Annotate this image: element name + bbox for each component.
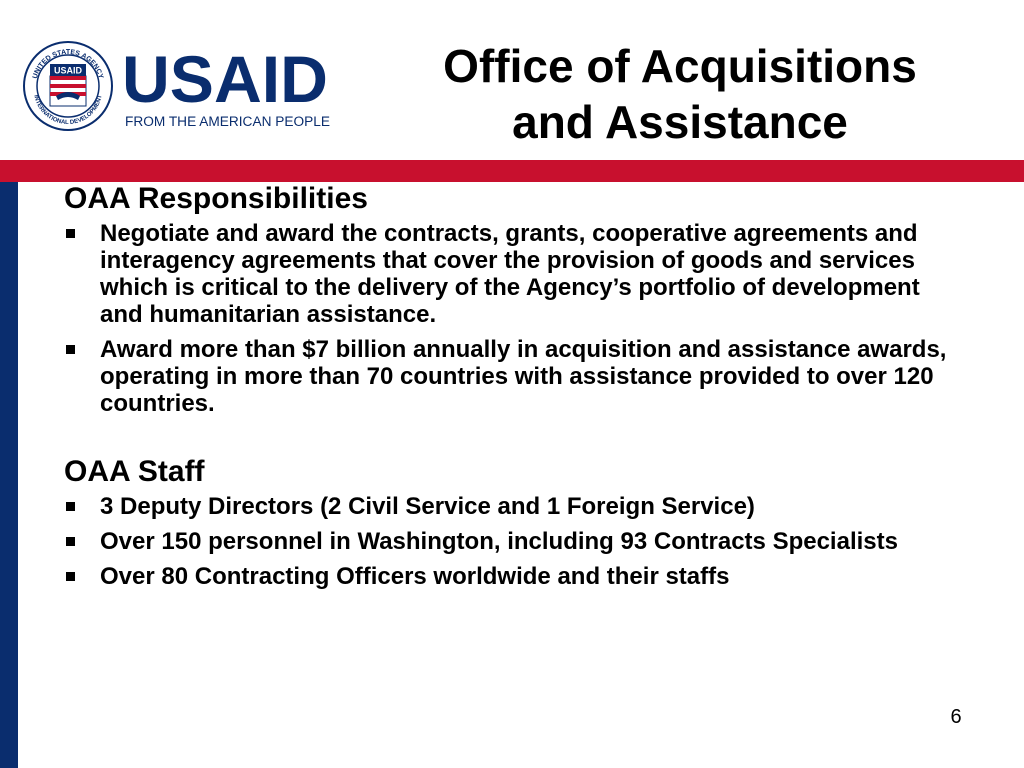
svg-text:USAID: USAID [122, 44, 328, 116]
slide-title [360, 38, 1000, 150]
svg-text:FROM THE AMERICAN PEOPLE: FROM THE AMERICAN PEOPLE [125, 114, 330, 129]
list-item [64, 493, 964, 520]
list-item [64, 563, 964, 590]
list-item-text: 3 Deputy Directors (2 Civil Service and 1 Foreign Service) [100, 493, 755, 520]
usaid-wordmark [122, 44, 352, 130]
page-number: 6 [950, 706, 962, 728]
bullet-square-icon [66, 502, 75, 511]
responsibilities-heading: OAA Responsibilities [64, 182, 368, 215]
title-line-2: and Assistance [512, 96, 848, 148]
svg-text:USAID: USAID [53, 65, 83, 76]
list-item [64, 220, 964, 328]
list-item [64, 336, 964, 417]
list-item [64, 528, 964, 555]
list-item-text: Over 150 personnel in Washington, including 93 Contracts Specialists [100, 528, 898, 555]
staff-heading: OAA Staff [64, 455, 205, 488]
svg-text:UNITED STATES AGENCY: UNITED STATES AGENCY [31, 48, 105, 80]
bullet-square-icon [66, 345, 75, 354]
staff-list [64, 493, 964, 590]
usaid-seal-icon [22, 40, 114, 132]
red-header-bar [0, 160, 1024, 182]
blue-side-bar [0, 182, 18, 768]
list-item-text: Award more than $7 billion annually in acquisition and assistance awards, operating in more than 70 countries with assistance provided to over 120 countries. [100, 336, 947, 417]
bullet-square-icon [66, 572, 75, 581]
bullet-square-icon [66, 537, 75, 546]
responsibilities-list [64, 220, 964, 417]
list-item-text: Negotiate and award the contracts, grants, cooperative agreements and interagency agreements that cover the provision of goods and services which is critical to the delivery of the Agency’s portfolio of development and humanitarian assistance. [100, 220, 920, 328]
svg-text:INTERNATIONAL DEVELOPMENT: INTERNATIONAL DEVELOPMENT [32, 94, 104, 127]
slide-body [64, 182, 964, 598]
bullet-square-icon [66, 229, 75, 238]
title-line-1: Office of Acquisitions [443, 40, 917, 92]
list-item-text: Over 80 Contracting Officers worldwide and their staffs [100, 563, 730, 590]
usaid-logo [22, 40, 332, 135]
